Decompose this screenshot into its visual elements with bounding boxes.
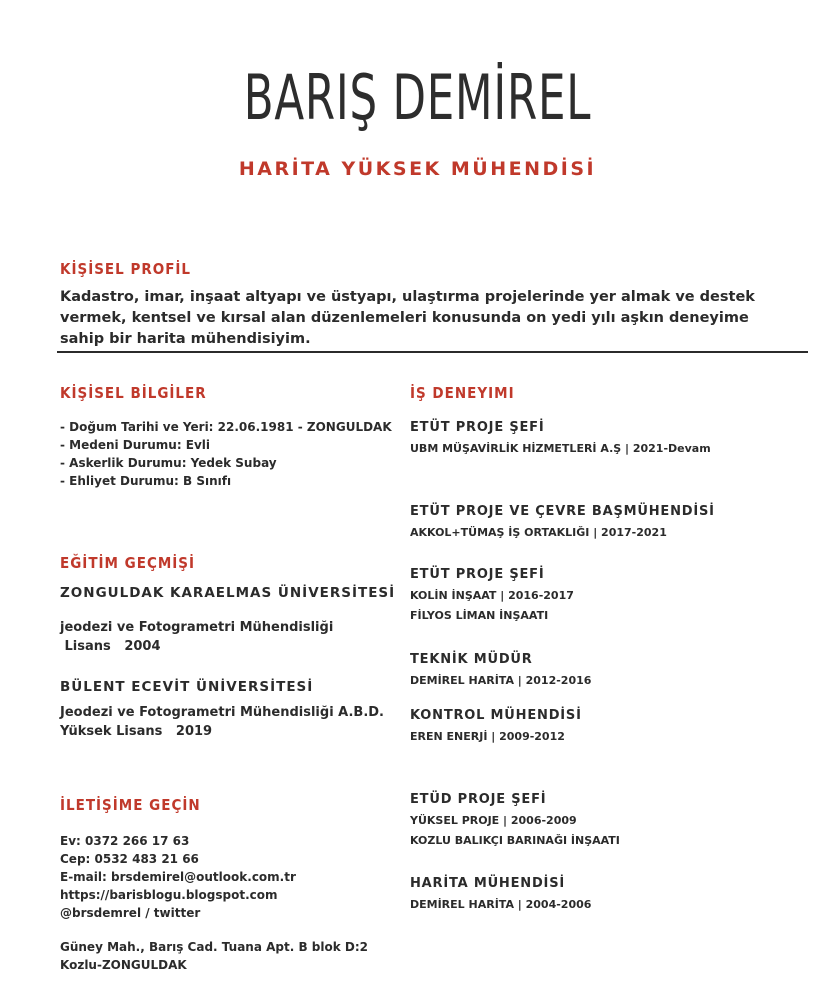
job-title: HARİTA YÜKSEK MÜHENDİSİ	[238, 158, 597, 180]
job-project: FİLYOS LİMAN İNŞAATI	[410, 609, 549, 622]
job-company: YÜKSEL PROJE | 2006-2009	[410, 814, 577, 827]
school-degree: Jeodezi ve Fotogrametri Mühendisliği A.B.D.	[60, 705, 384, 720]
divider	[57, 351, 808, 353]
contact-list	[60, 832, 296, 922]
school-name: ZONGULDAK KARAELMAS ÜNİVERSİTESİ	[60, 585, 396, 601]
job-title: ETÜT PROJE VE ÇEVRE BAŞMÜHENDİSİ	[410, 504, 715, 519]
job-company: EREN ENERJİ | 2009-2012	[410, 730, 565, 743]
job-company: DEMİREL HARİTA | 2004-2006	[410, 898, 592, 911]
contact-phone-mobile: Cep: 0532 483 21 66	[60, 852, 199, 866]
job-company: KOLİN İNŞAAT | 2016-2017	[410, 589, 574, 602]
contact-blog-link[interactable]: https://barisblogu.blogspot.com	[60, 888, 278, 902]
personal-item: - Askerlik Durumu: Yedek Subay	[60, 456, 277, 470]
job-title: HARİTA MÜHENDİSİ	[410, 876, 565, 891]
job-title: ETÜT PROJE ŞEFİ	[410, 420, 545, 435]
contact-phone-home: Ev: 0372 266 17 63	[60, 834, 190, 848]
school-degree: jeodezi ve Fotogrametri Mühendisliği	[60, 620, 334, 635]
job-title: ETÜT PROJE ŞEFİ	[410, 567, 545, 582]
personal-heading: KİŞİSEL BİLGİLER	[60, 384, 207, 402]
school-name: BÜLENT ECEVİT ÜNİVERSİTESİ	[60, 679, 314, 695]
personal-list	[60, 418, 392, 490]
school-year: Yüksek Lisans 2019	[60, 724, 213, 739]
school-year: Lisans 2004	[60, 639, 161, 654]
job-company: DEMİREL HARİTA | 2012-2016	[410, 674, 592, 687]
job-company: AKKOL+TÜMAŞ İŞ ORTAKLIĞI | 2017-2021	[410, 526, 667, 539]
experience-heading: İŞ DENEYIMI	[410, 384, 515, 402]
personal-item: - Ehliyet Durumu: B Sınıfı	[60, 474, 232, 488]
profile-heading: KİŞİSEL PROFİL	[60, 260, 192, 278]
job-title: TEKNİK MÜDÜR	[410, 652, 533, 667]
resume-name: BARIŞ DEMİREL	[243, 61, 592, 134]
contact-address-line1: Güney Mah., Barış Cad. Tuana Apt. B blok D:2	[60, 940, 368, 954]
contact-address-line2: Kozlu-ZONGULDAK	[60, 958, 187, 972]
profile-text: Kadastro, imar, inşaat altyapı ve üstyapı, ulaştırma projelerinde yer almak ve destek vermek, kentsel ve kırsal alan düzenlemeleri konusunda on yedi yılı aşkın deneyime sahip bir harita mühendisiyim.	[60, 289, 755, 347]
contact-email[interactable]: E-mail: brsdemirel@outlook.com.tr	[60, 870, 296, 884]
contact-twitter[interactable]: @brsdemrel / twitter	[60, 906, 201, 920]
education-heading: EĞİTİM GEÇMİŞİ	[60, 554, 196, 572]
job-title: ETÜD PROJE ŞEFİ	[410, 792, 547, 807]
job-project: KOZLU BALIKÇI BARINAĞI İNŞAATI	[410, 834, 620, 847]
job-company: UBM MÜŞAVİRLİK HİZMETLERİ A.Ş | 2021-Devam	[410, 442, 711, 455]
personal-item: - Doğum Tarihi ve Yeri: 22.06.1981 - ZONGULDAK	[60, 420, 392, 434]
contact-heading: İLETİŞİME GEÇİN	[60, 796, 201, 814]
job-title: KONTROL MÜHENDİSİ	[410, 708, 582, 723]
personal-item: - Medeni Durumu: Evli	[60, 438, 211, 452]
